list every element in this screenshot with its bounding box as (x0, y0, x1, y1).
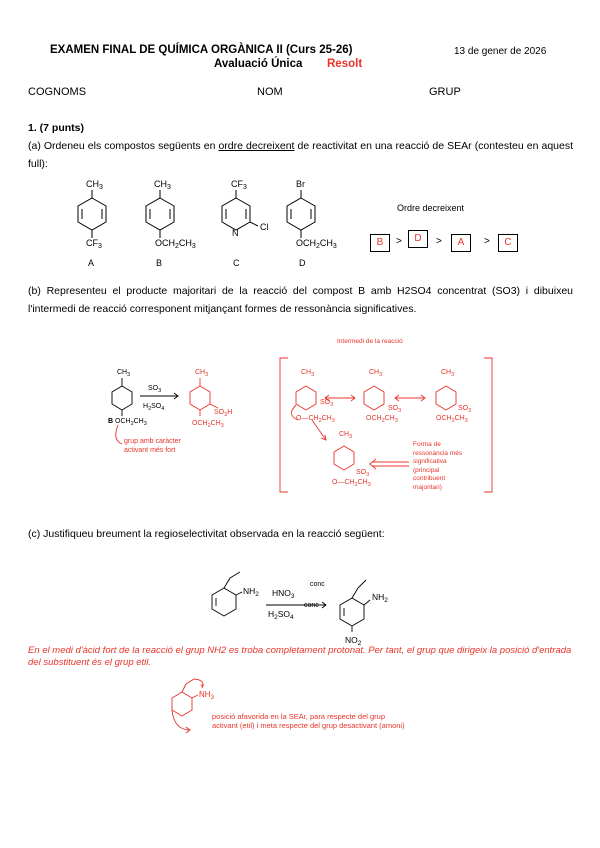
order-answer-1: B (370, 234, 390, 252)
svg-text:B (108, 418, 113, 425)
order-sep-1: > (396, 236, 402, 247)
svg-text:SO3: $SO_3$ (388, 405, 402, 414)
part-b-statement: (b) Representeu el producte majoritari de la reacció del compost B amb H2SO4 concentrat (SO3) i dibuixeu l'intermedi de reacció corresponent mitjançant formes de ressonància significatives. (28, 285, 573, 315)
grup-label: GRUP (429, 86, 461, 98)
svg-text:OCH2CH3: $OCH_2CH_3$ (115, 418, 147, 427)
order-answer-3: A (451, 234, 471, 252)
b-top-label: $CH_3$ (154, 179, 171, 191)
compound-b-ring (112, 386, 132, 410)
svg-text:CH3: $CH_3$ (195, 369, 209, 378)
label-b-bold: B (108, 418, 114, 425)
activating-note: grup amb caràcter activant més fort (124, 438, 181, 454)
regioselectivity-note: posició afavorida en la SEAr, para respecte del grup activant (etil) i meta respecte del grup desactivant (amoni) (212, 712, 405, 730)
a-bottom-label: $CF_3$ (86, 238, 102, 250)
svg-text:O—CH2CH3: $O—CH_2CH_3$ (332, 479, 371, 488)
svg-text:NO2: $NO_2$ (345, 635, 362, 647)
nom-label: NOM (257, 86, 283, 98)
reagent-hno3: $HNO_3$ (272, 588, 295, 600)
d-bottom-label: $OCH_2CH_3$ (296, 238, 337, 250)
d-top-label: Br (296, 179, 305, 189)
svg-text:OCH2CH3: $OCH_2CH_3$ (366, 415, 398, 424)
order-answer-4: C (498, 234, 518, 252)
svg-text:NH2: $NH_2$ (372, 592, 388, 604)
order-sep-2: > (436, 236, 442, 247)
note-pointer (116, 425, 122, 444)
compound-letter-d: D (299, 258, 306, 268)
question-heading: 1. (7 punts) (28, 122, 85, 134)
compound-letter-c: C (233, 258, 240, 268)
c-top-label: $CF_3$ (231, 179, 247, 191)
svg-text:OCH2CH3: $OCH_2CH_3$ (192, 420, 224, 429)
svg-text:CH3: $CH_3$ (301, 369, 315, 378)
exam-date: 13 de gener de 2026 (454, 46, 547, 57)
svg-text:CH3: $CH_3$ (441, 369, 455, 378)
explanation-ring (172, 692, 192, 716)
order-label: Ordre decreixent (397, 203, 465, 213)
reagent-so3: $SO_3$ (148, 385, 162, 394)
cognoms-label: COGNOMS (28, 86, 87, 98)
svg-text:SO3: $SO_3$ (458, 405, 472, 414)
c-n-label: N (232, 228, 239, 238)
exam-subtitle: Avaluació Única (214, 58, 303, 70)
svg-text:conc: conc (310, 581, 325, 588)
a-top-label: $CH_3$ (86, 179, 103, 191)
resolt-badge: Resolt (327, 58, 363, 70)
intermediate-title: Intermedi de la reacció (337, 338, 403, 345)
resonance-note: Forma de ressonància més significativa (principal contribuent majoritari) (413, 441, 463, 491)
svg-text:SO3H: $SO_3H$ (214, 409, 233, 418)
part-c-statement: (c) Justifiqueu breument la regioselectivitat observada en la reacció següent: (28, 528, 385, 540)
svg-text:conc: conc (304, 602, 319, 609)
order-sep-3: > (484, 236, 490, 247)
svg-text:CH3: $CH_3$ (369, 369, 383, 378)
part-a-statement: (a) Ordeneu els compostos següents en ordre decreixent de reactivitat en una reacció de SEAr (contesteu en aquest full): (28, 140, 574, 170)
reagent-h2so4-c: $H_2SO_4$ (268, 609, 294, 621)
svg-text:+: + (200, 683, 205, 690)
svg-text:NH2: $NH_2$ (243, 586, 259, 598)
compound-letter-b: B (156, 258, 163, 268)
product-ring (190, 386, 210, 410)
exam-title: EXAMEN FINAL DE QUÍMICA ORGÀNICA II (Curs 25-26) (50, 44, 353, 56)
part-c-answer: En el medi d'àcid fort de la reacció el grup NH2 es troba completament protonat. Per tant, el grup que dirigeix la posició d'entrada del substituent és el grup etil. (28, 645, 572, 668)
svg-text:SO3: $SO_3$ (320, 399, 334, 408)
reagent-h2so4: $H_2SO_4$ (143, 403, 165, 412)
svg-text:SO3: $SO_3$ (356, 469, 370, 478)
svg-text:O—CH2CH3: $O—CH_2CH_3$ (296, 415, 335, 424)
svg-text:CH3: $CH_3$ (117, 369, 131, 378)
order-answer-2: D (408, 230, 428, 248)
c-cl-label: Cl (260, 222, 269, 232)
svg-text:OCH2CH3: $OCH_2CH_3$ (436, 415, 468, 424)
svg-text:CH3: $CH_3$ (339, 431, 353, 440)
b-bottom-label: $OCH_2CH_3$ (155, 238, 196, 250)
compound-letter-a: A (88, 258, 95, 268)
svg-text:NH3: $NH_3$ (199, 690, 214, 701)
